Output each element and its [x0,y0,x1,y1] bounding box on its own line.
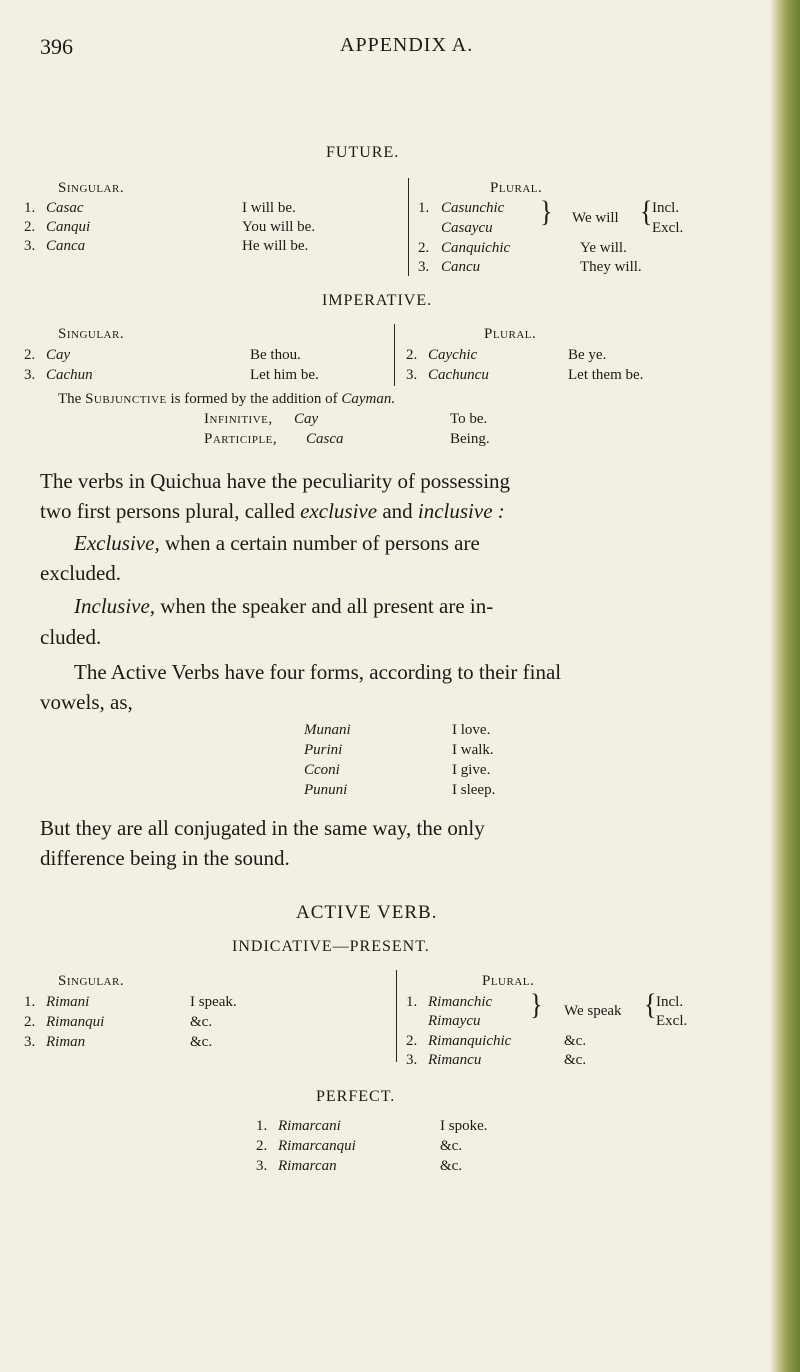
subjunctive-word: Cayman. [341,391,396,407]
paragraph-line: difference being in the sound. [40,846,290,870]
term-exclusive: exclusive [300,499,378,523]
verb-meaning: They will. [580,259,642,275]
imperative-singular-heading: Singular. [58,326,125,342]
verb-form: Cay [46,347,71,363]
running-title: APPENDIX A. [340,34,474,56]
active-singular-heading: Singular. [58,973,125,989]
verb-form: Rimarcanqui [278,1138,356,1154]
excl-label: Excl. [652,220,684,236]
verb-form: Casac [46,200,84,216]
verb-meaning: I spoke. [440,1118,488,1134]
verb-meaning: &c. [440,1138,463,1154]
page-edge [770,0,800,1372]
participle-meaning: Being. [450,431,490,447]
verb-form: Cancu [441,259,481,275]
paragraph-line: The verbs in Quichua have the peculiarity of possessing [40,469,511,493]
verb-meaning: He will be. [242,238,309,254]
infinitive-label: Infinitive, [204,411,273,427]
verb-meaning: Be thou. [250,347,301,363]
verb-meaning: Be ye. [568,347,607,363]
row-num: 3. [256,1158,268,1174]
row-num: 2. [418,240,430,256]
paragraph-line: cluded. [40,625,102,649]
text-run: and [382,499,413,523]
verb-form: Riman [46,1034,86,1050]
verb-meaning: I love. [452,722,491,738]
indicative-present-heading: INDICATIVE—PRESENT. [232,938,430,955]
left-brace: } [530,987,543,1022]
verb-meaning: Let them be. [568,367,644,383]
excl-label: Excl. [656,1013,688,1029]
text-run: when the speaker and all present are in- [160,594,494,618]
future-singular-heading: Singular. [58,180,125,196]
verb-form: Cconi [304,762,340,778]
future-divider [408,178,409,276]
row-num: 3. [24,1034,36,1050]
term-inclusive: inclusive : [417,499,505,523]
verb-meaning: I speak. [190,994,237,1010]
row-num: 3. [24,238,36,254]
row-num: 2. [406,347,418,363]
right-brace: { [644,987,657,1022]
subjunctive-mid: is formed by the addition of [170,391,338,407]
verb-form: Canqui [46,219,91,235]
active-verb-heading: ACTIVE VERB. [296,902,438,923]
page-number: 396 [40,34,73,59]
paragraph-line: excluded. [40,561,122,585]
subjunctive-note [58,391,395,408]
row-num: 2. [24,347,36,363]
verb-form: Rimaycu [428,1013,481,1029]
verb-meaning: Let him be. [250,367,319,383]
future-plural-heading: Plural. [490,180,543,196]
verb-form: Cachuncu [428,367,489,383]
subjunctive-pre: The [58,391,82,407]
imperative-plural-heading: Plural. [484,326,537,342]
verb-form: Cachun [46,367,93,383]
participle-label: Participle, [204,431,278,447]
row-num: 2. [24,1014,36,1030]
verb-form: Rimarcan [278,1158,337,1174]
row-num: 1. [406,994,418,1010]
verb-meaning: &c. [190,1034,213,1050]
we-will-label: We will [572,210,619,226]
infinitive-word: Cay [294,411,319,427]
subjunctive-term: Subjunctive [85,391,167,407]
right-brace: { [640,194,653,229]
active-plural-heading: Plural. [482,973,535,989]
verb-meaning: You will be. [242,219,316,235]
verb-meaning: &c. [190,1014,213,1030]
row-num: 1. [24,200,36,216]
verb-form: Canquichic [441,240,511,256]
paragraph-line [74,531,480,556]
verb-meaning: Ye will. [580,240,627,256]
term-exclusive: Exclusive, [74,531,160,555]
we-speak-label: We speak [564,1003,622,1019]
verb-meaning: &c. [440,1158,463,1174]
verb-form: Rimanchic [428,994,493,1010]
row-num: 3. [418,259,430,275]
term-inclusive: Inclusive, [74,594,156,618]
imperative-divider [394,324,395,386]
verb-form: Purini [304,742,343,758]
incl-label: Incl. [656,994,684,1010]
verb-form: Canca [46,238,86,254]
verb-form: Rimani [46,994,90,1010]
row-num: 3. [24,367,36,383]
paragraph-line [40,499,505,524]
verb-form: Casaycu [441,220,493,236]
row-num: 3. [406,1052,418,1068]
paragraph-line: vowels, as, [40,690,133,714]
paragraph-line: But they are all conjugated in the same way, the only [40,816,485,840]
row-num: 3. [406,367,418,383]
infinitive-meaning: To be. [450,411,488,427]
left-brace: } [540,194,553,229]
verb-meaning: I give. [452,762,491,778]
verb-meaning: &c. [564,1052,587,1068]
verb-form: Rimarcani [278,1118,341,1134]
verb-form: Caychic [428,347,478,363]
row-num: 1. [256,1118,268,1134]
verb-form: Rimancu [428,1052,482,1068]
text-run: two first persons plural, called [40,499,295,523]
row-num: 2. [24,219,36,235]
paragraph-line: The Active Verbs have four forms, according to their final [74,660,562,684]
row-num: 1. [24,994,36,1010]
active-divider [396,970,397,1062]
verb-form: Pununi [304,782,348,798]
row-num: 2. [256,1138,268,1154]
text-run: when a certain number of persons are [164,531,480,555]
row-num: 2. [406,1033,418,1049]
participle-word: Casca [306,431,344,447]
verb-form: Munani [304,722,351,738]
row-num: 1. [418,200,430,216]
verb-meaning: I will be. [242,200,296,216]
verb-meaning: I sleep. [452,782,496,798]
paragraph-line [74,594,493,619]
imperative-heading: IMPERATIVE. [322,292,433,309]
future-heading: FUTURE. [326,144,400,161]
verb-form: Rimanquichic [428,1033,512,1049]
verb-form: Casunchic [441,200,505,216]
verb-meaning: I walk. [452,742,494,758]
perfect-heading: PERFECT. [316,1088,396,1105]
verb-meaning: &c. [564,1033,587,1049]
verb-form: Rimanqui [46,1014,105,1030]
incl-label: Incl. [652,200,680,216]
